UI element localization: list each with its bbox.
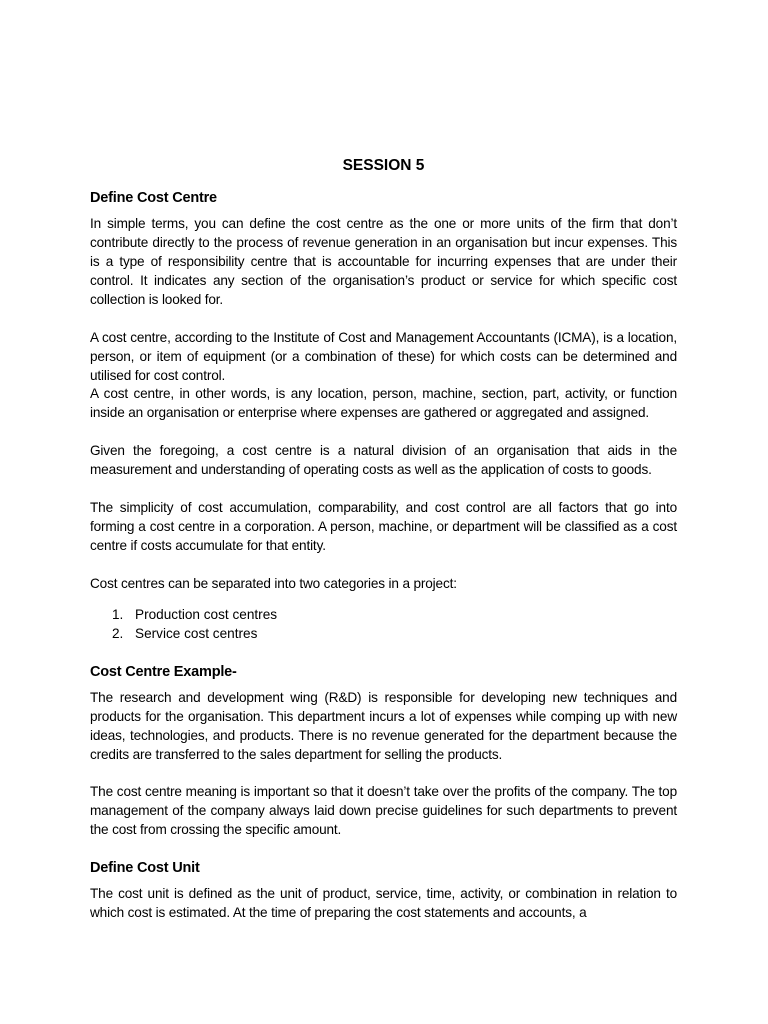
list-item-text: Service cost centres: [135, 625, 258, 641]
cost-centre-categories-list: [90, 606, 677, 644]
list-item-text: Production cost centres: [135, 607, 278, 622]
heading-define-cost-centre: Define Cost Centre: [90, 190, 217, 206]
session-title: SESSION 5: [342, 157, 425, 174]
paragraph-cost-centre-definition: In simple terms, you can define the cost centre as the one or more units of the firm that don’t contribute directly to the process of revenue generation in an organisation but incur expenses. This is a type of responsibility centre that is accountable for incurring expenses that are under their control. It indicates any section of the organisation’s product or service for which specific cost collection is looked for.: [90, 216, 677, 307]
list-item-number: 1.: [112, 607, 124, 622]
paragraph-other-words: A cost centre, in other words, is any location, person, machine, section, part, activity, or function inside an organisation or enterprise where expenses are gathered or aggregated and assigned.: [90, 386, 677, 420]
paragraph-icma-definition: A cost centre, according to the Institute of Cost and Management Accountants (ICMA), is a location, person, or item of equipment (or a combination of these) for which costs can be determined and utilised for cost control.: [90, 330, 677, 383]
list-item: [90, 625, 677, 644]
paragraph-categories-intro: Cost centres can be separated into two categories in a project:: [90, 576, 457, 591]
paragraph-cost-centre-meaning: The cost centre meaning is important so that it doesn’t take over the profits of the company. The top management of the company always laid down precise guidelines for such departments to prevent the cost from crossing the specific amount.: [90, 784, 677, 837]
document-page: [90, 0, 677, 1024]
paragraph-rnd-example: The research and development wing (R&D) is responsible for developing new techniques and products for the organisation. This department incurs a lot of expenses while comping up with new ideas, technologies, and products. There is no revenue generated for the department because the credits are transferred to the sales department for selling the products.: [90, 690, 677, 762]
heading-cost-centre-example: Cost Centre Example-: [90, 664, 237, 680]
paragraph-cost-unit-definition: The cost unit is defined as the unit of product, service, time, activity, or combination in relation to which cost is estimated. At the time of preparing the cost statements and accounts, a: [90, 886, 677, 920]
paragraph-simplicity: The simplicity of cost accumulation, comparability, and cost control are all factors that go into forming a cost centre in a corporation. A person, machine, or department will be classified as a cost centre if costs accumulate for that entity.: [90, 500, 677, 553]
list-item-number: 2.: [112, 625, 124, 641]
list-item: [90, 606, 677, 625]
heading-define-cost-unit: Define Cost Unit: [90, 860, 200, 876]
paragraph-foregoing: Given the foregoing, a cost centre is a natural division of an organisation that aids in the measurement and understanding of operating costs as well as the application of costs to goods.: [90, 443, 677, 477]
